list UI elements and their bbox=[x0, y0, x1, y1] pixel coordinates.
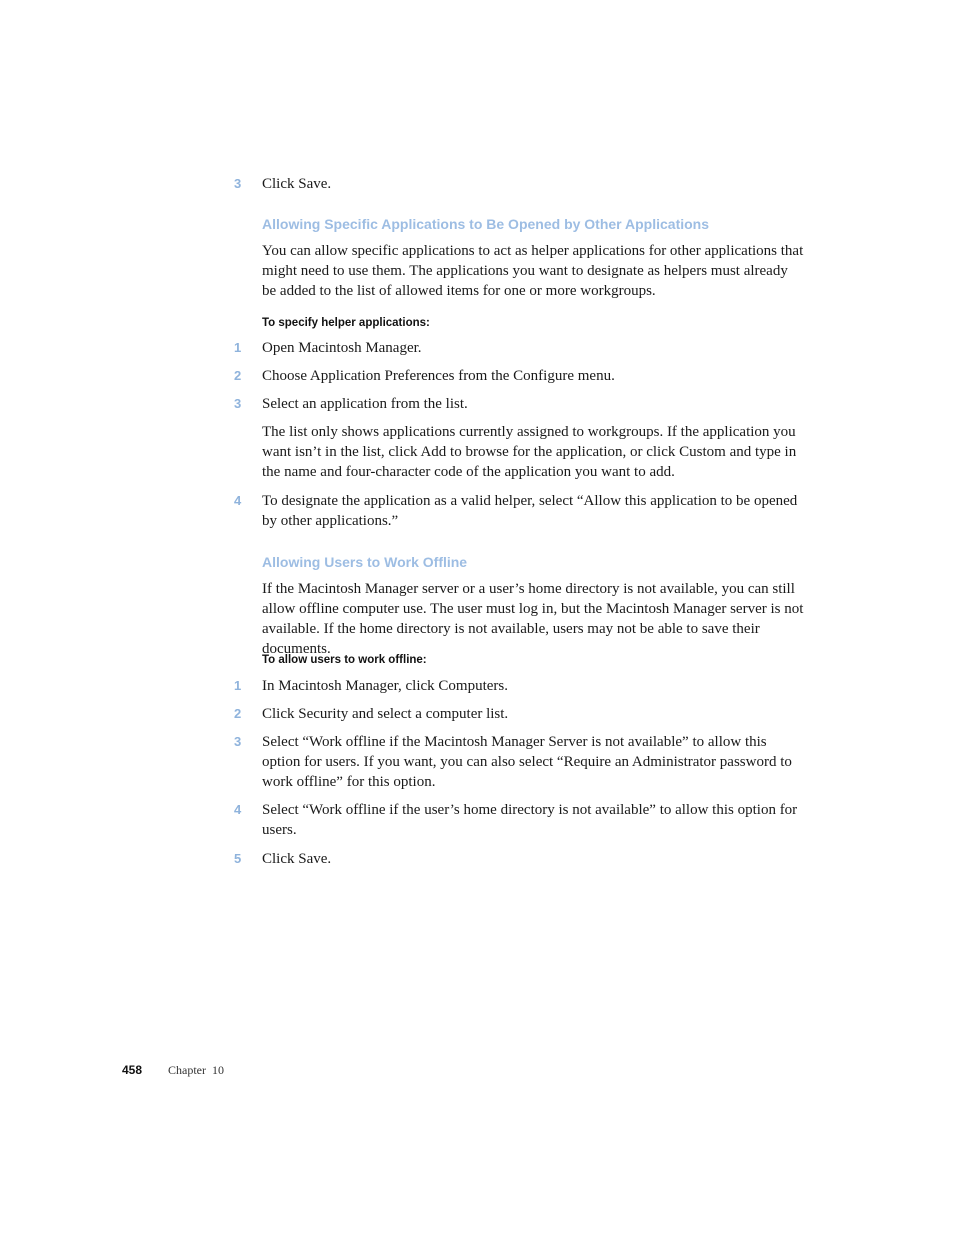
step-text: Click Security and select a computer list. bbox=[262, 706, 509, 722]
page-number: 458 bbox=[122, 1063, 143, 1077]
step-number: 5 bbox=[234, 851, 242, 866]
section-intro-helper-apps: You can allow specific applications to act as helper applications for other applications that might need to use them. The applications you want to designate as helpers must already be added to the list of allowed items for one or more workgroups. bbox=[262, 243, 804, 299]
step-number: 4 bbox=[234, 493, 242, 508]
step-text: Select “Work offline if the user’s home directory is not available” to allow this option for users. bbox=[262, 802, 798, 838]
step-number: 1 bbox=[234, 340, 242, 355]
step-number: 2 bbox=[234, 368, 242, 383]
step-text: Click Save. bbox=[262, 176, 332, 192]
step-text: Open Macintosh Manager. bbox=[262, 340, 422, 356]
step-number: 1 bbox=[234, 678, 242, 693]
section-intro-work-offline: If the Macintosh Manager server or a user’s home directory is not available, you can still allow offline computer use. The user must log in, but the Macintosh Manager server is not available. If the home directory is not available, users may not be able to save their documents. bbox=[262, 581, 804, 657]
step-text: Click Save. bbox=[262, 851, 332, 867]
step-number: 3 bbox=[234, 176, 242, 191]
step-number: 3 bbox=[234, 396, 242, 411]
step-number: 2 bbox=[234, 706, 242, 721]
procedure-title-helper-apps: To specify helper applications: bbox=[262, 317, 430, 329]
procedure-title-work-offline: To allow users to work offline: bbox=[262, 654, 427, 666]
step-text: To designate the application as a valid helper, select “Allow this application to be opened by other applications.” bbox=[262, 493, 798, 529]
step-number: 4 bbox=[234, 802, 242, 817]
section-heading-helper-apps: Allowing Specific Applications to Be Opened by Other Applications bbox=[262, 216, 710, 232]
step-text: In Macintosh Manager, click Computers. bbox=[262, 678, 509, 694]
step-number: 3 bbox=[234, 734, 242, 749]
step-text: Select an application from the list. bbox=[262, 396, 468, 412]
step-text: Select “Work offline if the Macintosh Manager Server is not available” to allow this option for users. If you want, you can also select “Require an Administrator password to work offline” for this option. bbox=[262, 734, 792, 790]
step-text: Choose Application Preferences from the Configure menu. bbox=[262, 368, 615, 384]
step-note: The list only shows applications currently assigned to workgroups. If the application you want isn’t in the list, click Add to browse for the application, or click Custom and type in the name and four-character code of the application you want to add. bbox=[262, 424, 797, 480]
chapter-label: Chapter 10 bbox=[168, 1063, 224, 1077]
section-heading-work-offline: Allowing Users to Work Offline bbox=[262, 554, 468, 570]
